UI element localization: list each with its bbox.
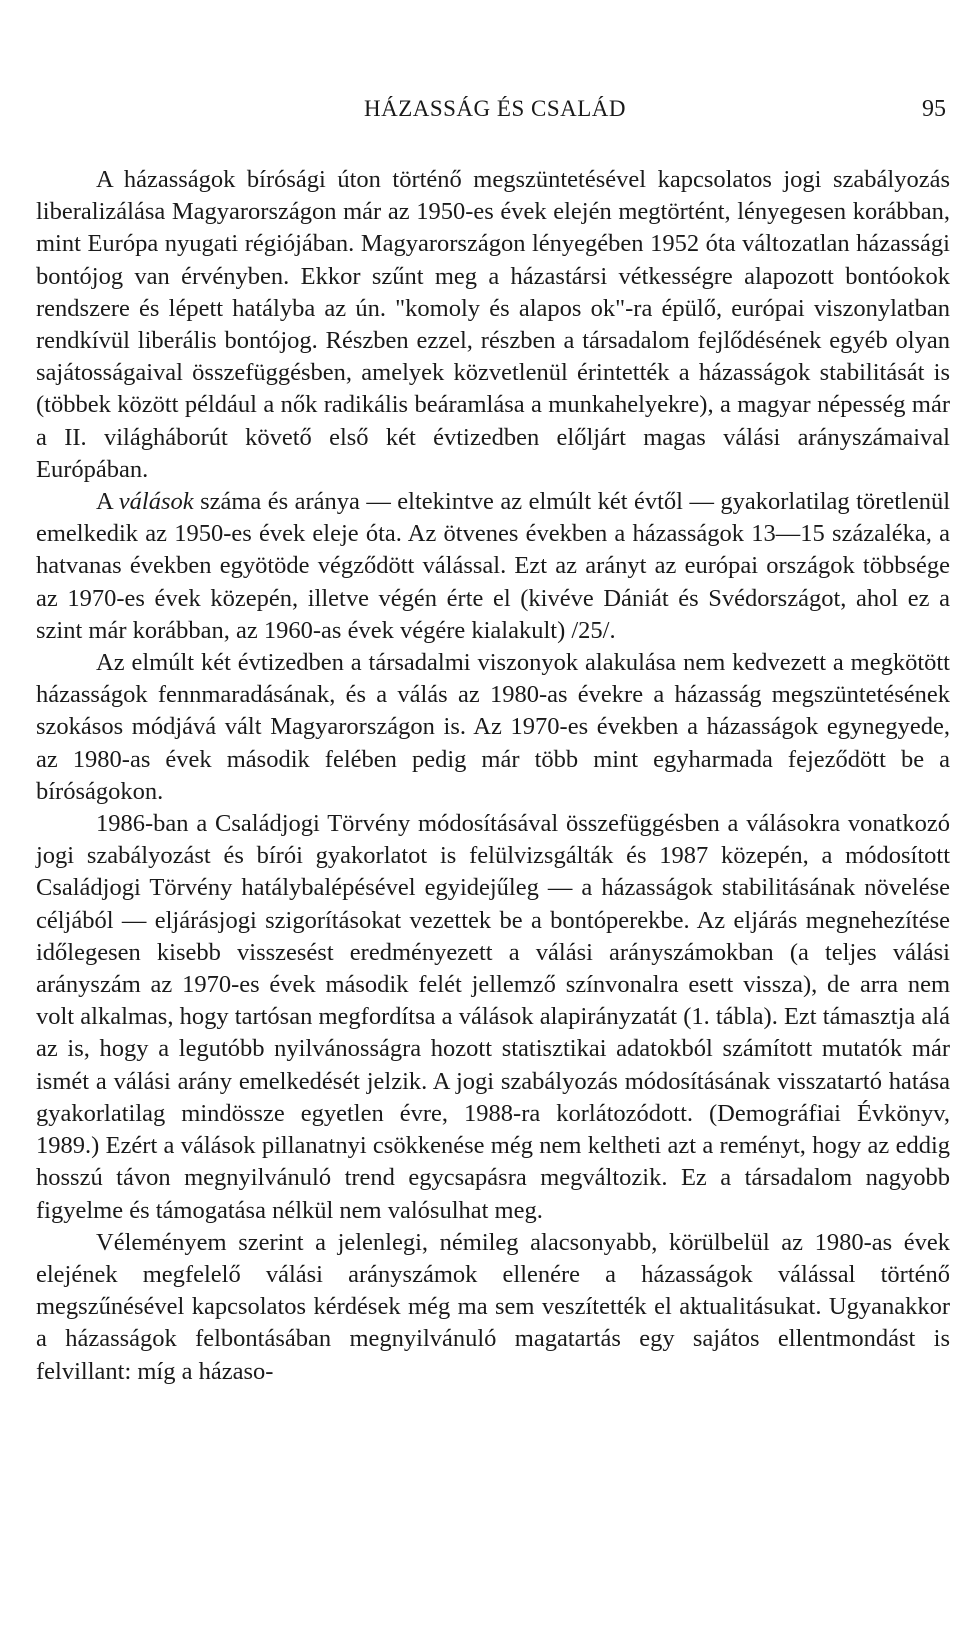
running-title: HÁZASSÁG ÉS CSALÁD (363, 96, 627, 121)
paragraph-text: A házasságok bírósági úton történő megszüntetésével kapcsolatos jogi szabályozás liberalizálása Magyarországon már az 1950-es évek elején megtörtént, lényegesen korábban, mint Európa nyugati régiójában. Magyarországon lényegében 1952 óta változatlan házassági bontójog van érvényben. Ekkor szűnt meg a házastársi vétkességre alapozott bontóokok rendszere és lépett hatályba az ún. "komoly és alapos ok"-ra épülő, európai viszonylatban rendkívül liberális bontójog. Részben ezzel, részben a társadalom fejlődésének egyéb olyan sajátosságaival összefüggésben, amelyek közvetlenül érintették a házasságok stabilitását is (többek között például a nők radikális beáramlása a munkahelyekre), a magyar népesség már a II. világháborút követő első két évtizedben előljárt magas válási arányszámaival Európában. (36, 166, 950, 483)
paragraph-text: száma és aránya — eltekintve az elmúlt két évtől — gyakorlatilag töretlenül emelkedik az 1950-es évek eleje óta. Az ötvenes években a házasságok 13—15 százaléka, a hatvanas években egyötöde végződött válással. Ezt az arányt az európai országok többsége az 1970-es évek közepén, illetve végén érte el (kivéve Dániát és Svédországot, ahol ez a szint már korábban, az 1960-as évek végére kialakult) /25/. (36, 488, 950, 644)
paragraph-text: Az elmúlt két évtizedben a társadalmi viszonyok alakulása nem kedvezett a megkötött házasságok fennmaradásának, és a válás az 1980-as évekre a házasság megszüntetésének szokásos módjává vált Magyarországon is. Az 1970-es években a házasságok egynegyede, az 1980-as évek második felében pedig már több mint egyharmada fejeződött be a bíróságokon. (36, 649, 950, 805)
paragraph-text: A (96, 488, 119, 516)
emphasis-text: válások (118, 488, 194, 516)
paragraph (36, 808, 950, 1227)
body-text (36, 164, 950, 1388)
paragraph-text: Véleményem szerint a jelenlegi, némileg alacsonyabb, körülbelül az 1980-as évek elejének megfelelő válási arányszámok ellenére a házasságok válással történő megszűnésével kapcsolatos kérdések még ma sem veszítették el aktualitásukat. Ugyanakkor a házasságok felbontásában megnyilvánuló magatartás egy sajátos ellentmondást is felvillant: míg a házaso- (36, 1228, 950, 1385)
paragraph (36, 486, 950, 647)
paragraph (36, 647, 950, 808)
running-head (36, 96, 954, 128)
paragraph-text: 1986-ban a Családjogi Törvény módosításával összefüggésben a válásokra vonatkozó jogi szabályozást és bírói gyakorlatot is felülvizsgálták és 1987 közepén, a módosított Családjogi Törvény hatálybalépésével egyidejűleg — a házasságok stabilitásának növelése céljából — eljárásjogi szigorításokat vezettek be a bontóperekbe. Az eljárás megnehezítése időlegesen kisebb visszesést eredményezett a válási arányszámokban (a teljes válási arányszám az 1970-es évek második felét jellemző színvonalra esett vissza), de arra nem volt alkalmas, hogy tartósan megfordítsa a válások alapirányzatát (1. tábla). Ezt támasztja alá az is, hogy a legutóbb nyilvánosságra hozott statisztikai adatokból számított mutatók már ismét a válási arány emelkedését jelzik. A jogi szabályozás módosításának visszatartó hatása gyakorlatilag mindössze egyetlen évre, 1988-ra korlátozódott. (Demográfiai Évkönyv, 1989.) Ezért a válások pillanatnyi csökkenése még nem keltheti azt a reményt, hogy az eddig hosszú távon megnyilvánuló trend egycsapásra megváltozik. Ez a társadalom nagyobb figyelme és támogatása nélkül nem valósulhat meg. (36, 810, 950, 1224)
paragraph (36, 164, 950, 486)
paragraph (36, 1227, 950, 1388)
page-number: 95 (922, 96, 946, 122)
